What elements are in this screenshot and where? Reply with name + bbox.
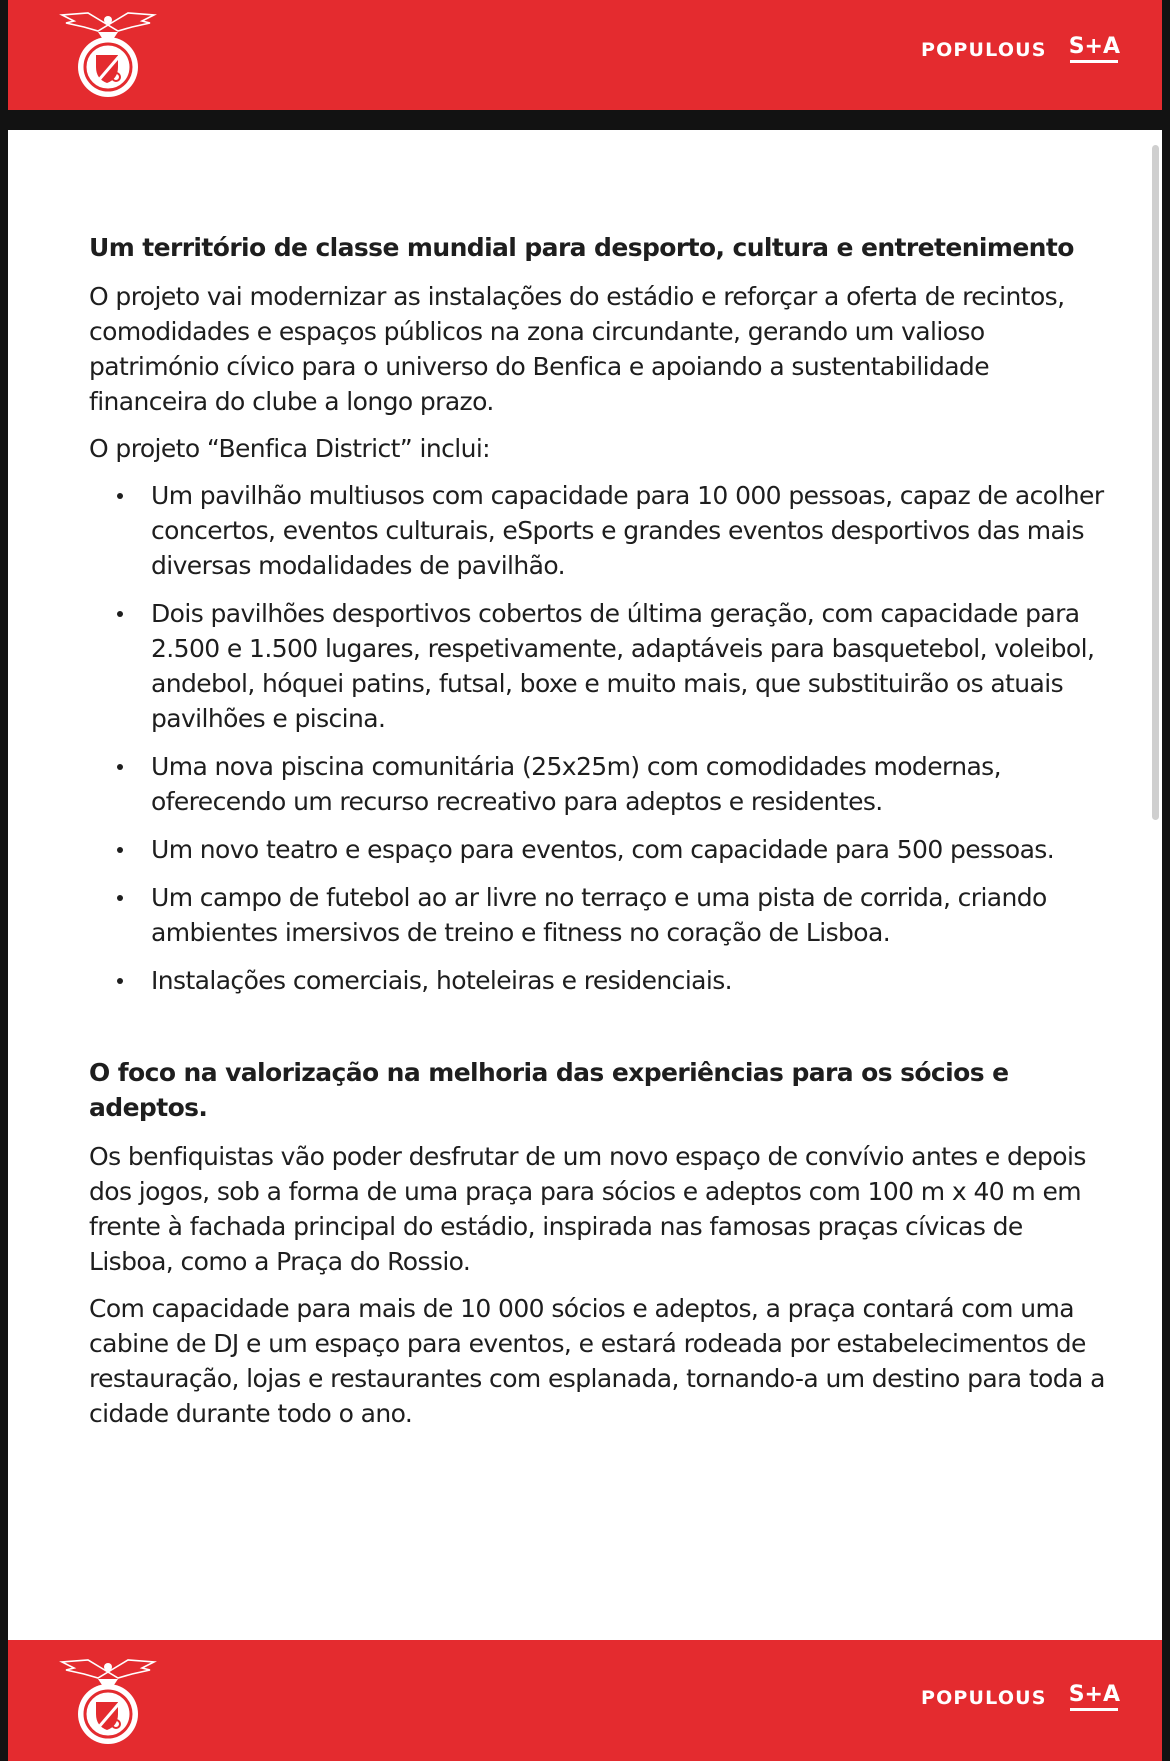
list-item xyxy=(89,963,1109,998)
scrollbar[interactable] xyxy=(1152,145,1159,820)
paragraph-plaza: Os benfiquistas vão poder desfrutar de um novo espaço de convívio antes e depois dos jogos, sob a forma de uma praça para sócios e adeptos com 100 m x 40 m em frente à fachada principal do estádio, inspirada nas famosas praças cívicas de Lisboa, como a Praça do Rossio. xyxy=(89,1142,1086,1276)
bullet-icon xyxy=(117,611,123,617)
sa-logo-underline xyxy=(1070,1708,1118,1711)
partner-logos xyxy=(921,1684,1120,1711)
list-item-text: Um campo de futebol ao ar livre no terraço e uma pista de corrida, criando ambientes imersivos de treino e fitness no coração de Lisboa. xyxy=(151,883,1047,947)
bullet-icon xyxy=(117,764,123,770)
list-item xyxy=(89,749,1109,819)
list-item xyxy=(89,596,1109,736)
paragraph-intro: O projeto vai modernizar as instalações do estádio e reforçar a oferta de recintos, comodidades e espaços públicos na zona circundante, gerando um valioso património cívico para o universo do Benfica e apoiando a sustentabilidade financeira do clube a longo prazo. xyxy=(89,282,1065,416)
sa-logo-underline xyxy=(1070,60,1118,63)
bullet-icon xyxy=(117,895,123,901)
populous-logo: POPULOUS xyxy=(920,1686,1047,1709)
bullet-icon xyxy=(117,978,123,984)
sa-logo xyxy=(1069,1684,1120,1711)
list-item-text: Um pavilhão multiusos com capacidade para 10 000 pessoas, capaz de acolher concertos, eventos culturais, eSports e grandes eventos desportivos das mais diversas modalidades de pavilhão. xyxy=(151,481,1104,580)
article-body xyxy=(89,230,1109,1443)
bullet-icon xyxy=(117,847,123,853)
populous-logo: POPULOUS xyxy=(920,38,1047,61)
partner-logos xyxy=(921,36,1120,63)
paragraph-capacity: Com capacidade para mais de 10 000 sócios e adeptos, a praça contará com uma cabine de DJ e um espaço para eventos, e estará rodeada por estabelecimentos de restauração, lojas e restaurantes com esplanada, tornando-a um destino para toda a cidade durante todo o ano. xyxy=(89,1294,1105,1428)
section-heading-experiences: O foco na valorização na melhoria das experiências para os sócios e adeptos. xyxy=(89,1058,1009,1122)
list-item-text: Uma nova piscina comunitária (25x25m) com comodidades modernas, oferecendo um recurso recreativo para adeptos e residentes. xyxy=(151,752,1001,816)
section-heading-territory: Um território de classe mundial para desporto, cultura e entretenimento xyxy=(89,233,1074,262)
section-spacer xyxy=(89,1011,1109,1055)
benfica-crest-icon xyxy=(58,1652,158,1752)
list-item xyxy=(89,880,1109,950)
header-banner xyxy=(8,0,1162,110)
sa-logo-text: S+A xyxy=(1068,34,1120,59)
list-item xyxy=(89,478,1109,583)
footer-banner xyxy=(8,1640,1162,1761)
paragraph-includes: O projeto “Benfica District” inclui: xyxy=(89,434,490,463)
bullet-icon xyxy=(117,493,123,499)
feature-list xyxy=(89,478,1109,998)
list-item-text: Dois pavilhões desportivos cobertos de última geração, com capacidade para 2.500 e 1.500 lugares, respetivamente, adaptáveis para basquetebol, voleibol, andebol, hóquei patins, futsal, boxe e muito mais, que substituirão os atuais pavilhões e piscina. xyxy=(151,599,1095,733)
benfica-crest-icon xyxy=(58,5,158,105)
list-item-text: Instalações comerciais, hoteleiras e residenciais. xyxy=(151,966,732,995)
list-item xyxy=(89,832,1109,867)
sa-logo-text: S+A xyxy=(1068,1682,1120,1707)
sa-logo xyxy=(1069,36,1120,63)
list-item-text: Um novo teatro e espaço para eventos, com capacidade para 500 pessoas. xyxy=(151,835,1055,864)
